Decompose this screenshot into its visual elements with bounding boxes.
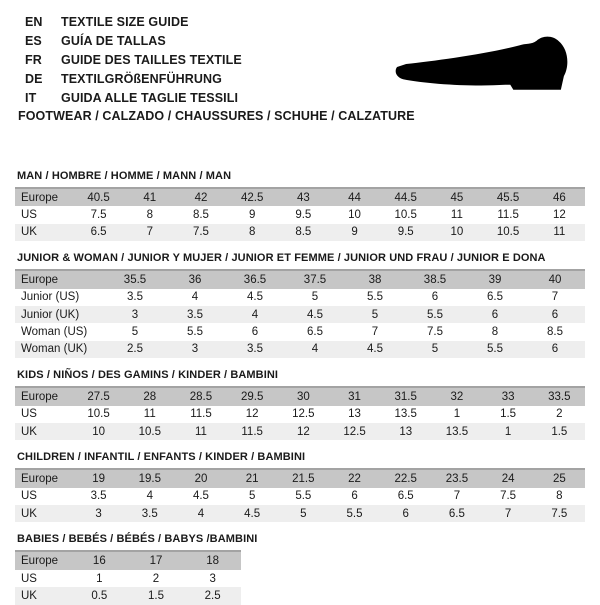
size-cell: 8.5 [295,226,312,239]
row-label-cell: US [21,490,37,503]
size-cell: 6.5 [487,291,503,304]
size-cell: 12.5 [292,408,315,421]
language-list [25,13,242,108]
size-cell: 10 [450,226,464,239]
size-cell: 3.5 [90,490,107,503]
table-row [15,323,585,340]
size-cell: 18 [206,555,220,568]
size-cell: 7 [504,507,512,520]
language-row [25,70,242,89]
size-cell: 40.5 [87,191,110,204]
size-cell: 5.5 [187,326,203,339]
size-cell: 7.5 [551,507,568,520]
row-label-cell: UK [21,507,37,520]
table-header-row [15,469,585,487]
size-table [15,269,585,358]
size-cell: 4 [251,308,259,321]
size-cell: 11 [450,209,463,222]
size-cell: 40 [548,273,562,286]
size-cell: 42.5 [240,191,264,204]
size-cell: 7 [551,291,559,304]
size-cell: 8 [556,490,563,503]
size-table [15,550,241,604]
size-cell: 10.5 [138,425,161,438]
size-cell: 2 [152,572,160,585]
row-label-cell: Europe [21,472,59,485]
size-cell: 11.5 [497,209,519,222]
size-cell: 38.5 [423,273,447,286]
size-cell: 38 [368,273,382,286]
size-cell: 5.5 [346,507,363,520]
size-cell: 13.5 [445,425,469,438]
size-cell: 19 [92,472,105,485]
size-cell: 8 [146,209,153,222]
size-table [15,187,585,241]
table-row [15,306,585,323]
size-cell: 7 [453,490,461,503]
size-cell: 6 [551,308,559,321]
size-tables [15,168,585,605]
table-row [15,488,585,505]
size-cell: 19.5 [138,472,161,485]
table-header-row [15,387,585,405]
size-table [15,386,585,440]
size-cell: 32 [450,390,464,403]
size-cell: 12 [552,209,566,222]
size-cell: 5 [311,291,319,304]
row-label-cell: Europe [21,273,59,286]
size-cell: 7 [146,226,153,239]
size-cell: 25 [552,472,566,485]
size-table-section [15,369,585,440]
size-cell: 11 [194,425,207,438]
size-cell: 4 [311,343,319,356]
size-cell: 4.5 [307,308,323,321]
size-cell: 24 [501,472,515,485]
size-cell: 44 [348,191,361,204]
table-row [15,224,585,241]
size-cell: 6 [431,291,439,304]
size-cell: 5 [371,308,379,321]
size-cell: 7.5 [500,490,517,503]
size-cell: 9 [351,226,358,239]
language-label: GUÍA DE TALLAS [61,34,166,48]
size-cell: 5.5 [295,490,312,503]
size-cell: 13.5 [394,408,417,421]
size-cell: 6 [351,490,358,503]
language-label: GUIDE DES TAILLES TEXTILE [61,53,242,67]
size-cell: 20 [194,472,208,485]
size-cell: 12.5 [343,425,366,438]
size-cell: 29.5 [240,390,264,403]
size-cell: 23.5 [445,472,469,485]
row-label-cell: Junior (US) [21,291,80,304]
row-label-cell: Woman (US) [21,326,88,339]
size-cell: 4 [146,490,153,503]
size-cell: 5 [431,343,439,356]
section-title: MAN / HOMBRE / HOMME / MANN / MAN [17,170,232,182]
size-cell: 1 [453,408,461,421]
language-code: ES [25,34,42,48]
size-cell: 27.5 [87,390,110,403]
row-label-cell: Woman (UK) [21,343,88,356]
section-title: KIDS / NIÑOS / DES GAMINS / KINDER / BAMBINI [17,369,279,382]
language-label: TEXTILGRÖßENFÜHRUNG [61,72,222,86]
row-label-cell: US [21,408,37,421]
size-cell: 4 [197,507,205,520]
table-row [15,341,585,358]
size-cell: 13 [399,425,413,438]
table-row [15,587,241,604]
language-code: FR [25,53,42,67]
size-cell: 12 [245,408,259,421]
size-cell: 3.5 [127,291,143,304]
size-cell: 42 [194,191,208,204]
table-header-row [15,551,241,569]
size-cell: 28 [143,390,157,403]
size-table [15,468,585,522]
size-cell: 3 [209,572,216,585]
size-table-section [15,252,585,358]
size-cell: 13 [348,408,361,421]
row-label-cell: Europe [21,390,59,403]
size-cell: 41 [143,191,157,204]
size-cell: 45 [450,191,464,204]
language-row [25,89,242,108]
size-cell: 16 [92,555,106,568]
size-cell: 9.5 [295,209,312,222]
language-label: GUIDA ALLE TAGLIE TESSILI [61,91,239,105]
row-label-cell: US [21,209,37,222]
language-code: IT [25,91,37,105]
section-title: CHILDREN / INFANTIL / ENFANTS / KINDER / BAMBINI [17,451,306,464]
row-label-cell: UK [21,589,37,602]
size-cell: 6.5 [397,490,414,503]
row-label-cell: UK [21,425,37,438]
size-cell: 31 [348,390,361,403]
table-row [15,406,585,423]
language-label: TEXTILE SIZE GUIDE [61,15,189,29]
size-cell: 6.5 [307,326,323,339]
size-cell: 22 [348,472,361,485]
size-cell: 33.5 [548,390,571,403]
size-cell: 1.5 [551,425,568,438]
size-table-section [15,451,585,522]
size-cell: 4.5 [247,291,263,304]
size-cell: 9.5 [397,226,414,239]
size-cell: 3 [191,343,199,356]
size-cell: 6.5 [90,226,107,239]
language-row [25,13,242,32]
shoe-icon [394,31,574,93]
size-cell: 45.5 [496,191,520,204]
language-code: EN [25,15,43,29]
size-cell: 1 [504,425,512,438]
size-cell: 31.5 [394,390,417,403]
size-cell: 28.5 [189,390,213,403]
size-cell: 5 [131,326,139,339]
size-cell: 37.5 [303,273,327,286]
language-code: DE [25,72,43,86]
size-cell: 11.5 [190,408,212,421]
size-cell: 5 [300,507,307,520]
size-cell: 4 [191,291,199,304]
size-cell: 5.5 [487,343,503,356]
size-cell: 7.5 [427,326,443,339]
size-cell: 10 [348,209,361,222]
size-cell: 21.5 [292,472,315,485]
size-cell: 7 [371,326,379,339]
language-row [25,32,242,51]
size-cell: 33 [501,390,515,403]
size-cell: 6 [491,308,499,321]
row-label-cell: Junior (UK) [21,308,80,321]
table-row [15,505,585,522]
size-cell: 5.5 [367,291,383,304]
size-cell: 5 [248,490,256,503]
size-cell: 1.5 [500,408,517,421]
size-cell: 3.5 [247,343,263,356]
size-cell: 4.5 [244,507,261,520]
row-label-cell: Europe [21,191,59,204]
size-cell: 1.5 [147,589,164,602]
size-cell: 10 [92,425,105,438]
size-cell: 12 [296,425,310,438]
size-cell: 22.5 [394,472,417,485]
size-cell: 3 [95,507,102,520]
size-cell: 44.5 [394,191,417,204]
size-cell: 21 [245,472,259,485]
size-cell: 3.5 [187,308,203,321]
size-cell: 43 [296,191,310,204]
size-cell: 3 [131,308,139,321]
row-label-cell: UK [21,226,37,239]
size-cell: 10.5 [496,226,520,239]
size-cell: 46 [552,191,566,204]
size-cell: 35.5 [123,273,147,286]
table-header-row [15,270,585,288]
size-cell: 8.5 [547,326,563,339]
language-row [25,51,242,70]
size-cell: 10.5 [87,408,110,421]
size-cell: 3.5 [141,507,158,520]
row-label-cell: Europe [21,555,59,568]
size-cell: 36 [188,273,202,286]
size-cell: 11.5 [241,425,263,438]
size-cell: 39 [488,273,502,286]
size-cell: 1 [96,572,103,585]
size-cell: 2.5 [127,343,143,356]
size-cell: 2.5 [204,589,221,602]
size-table-section [15,533,585,604]
size-cell: 6 [551,343,559,356]
row-label-cell: US [21,572,37,585]
size-cell: 2 [556,408,563,421]
size-cell: 4.5 [192,490,209,503]
size-cell: 17 [149,555,163,568]
table-row [15,289,585,306]
size-cell: 5.5 [427,308,443,321]
size-cell: 6 [251,326,259,339]
size-cell: 0.5 [91,589,108,602]
size-cell: 11 [553,226,566,239]
size-cell: 8 [491,326,499,339]
size-cell: 11 [143,408,156,421]
size-cell: 7.5 [90,209,107,222]
table-header-row [15,188,585,206]
size-cell: 8.5 [192,209,209,222]
table-row [15,206,585,223]
section-title: JUNIOR & WOMAN / JUNIOR Y MUJER / JUNIOR ET FEMME / JUNIOR UND FRAU / JUNIOR E DONA [17,252,546,265]
table-row [15,423,585,440]
size-table-section [15,170,585,241]
size-cell: 7.5 [192,226,209,239]
size-cell: 6 [402,507,409,520]
size-cell: 30 [296,390,310,403]
size-cell: 36.5 [243,273,267,286]
table-row [15,570,241,587]
size-cell: 10.5 [394,209,417,222]
section-title: BABIES / BEBÉS / BÉBÉS / BABYS /BAMBINI [17,533,258,546]
size-cell: 8 [248,226,256,239]
size-cell: 6.5 [448,507,465,520]
size-cell: 4.5 [367,343,383,356]
category-heading: FOOTWEAR / CALZADO / CHAUSSURES / SCHUHE / CALZATURE [18,109,415,123]
size-cell: 9 [248,209,256,222]
